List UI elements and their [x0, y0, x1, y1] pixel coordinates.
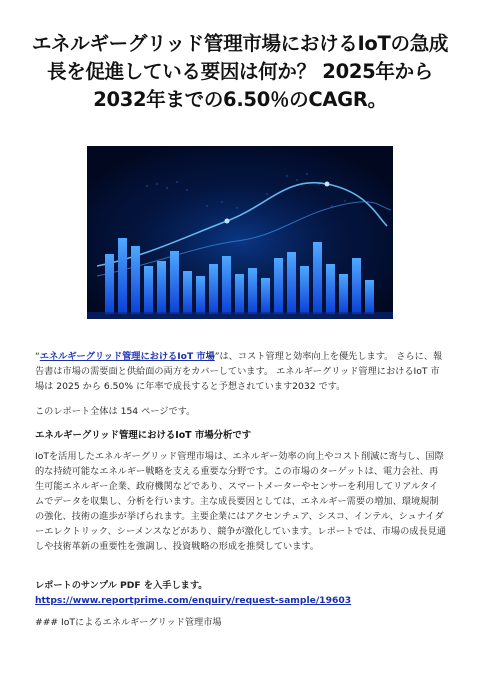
footer-heading: ### IoTによるエネルギーグリッド管理市場 [35, 617, 222, 628]
hero-image [87, 146, 393, 319]
sample-request [35, 578, 447, 608]
sample-link[interactable]: https://www.reportprime.com/enquiry/request-sample/19603 [35, 595, 352, 606]
page-title: エネルギーグリッド管理市場におけるIoTの急成長を促進している要因は何か？ 2025年から2032年までの6.50％のCAGR。 [31, 32, 449, 111]
intro-paragraph [35, 349, 447, 394]
intro-text: ”は、コスト管理と効率向上を優先します。 さらに、報告書は市場の需要面と供給面の両方をカバーしています。 エネルギーグリッド管理におけるIoT 市場は 2025 から 6.50% に年率で成長すると予想されています2032 です。 [35, 351, 443, 392]
quote-mark: “ [35, 351, 40, 362]
bar-graph-illustration [87, 146, 393, 319]
market-link[interactable]: エネルギーグリッド管理におけるIoT 市場 [39, 351, 215, 362]
analysis-body: IoTを活用したエネルギーグリッド管理市場は、エネルギー効率の向上やコスト削減に寄与し、国際的な持続可能なエネルギー戦略を支える重要な分野です。この市場のターゲットは、電力会社、再生可能エネルギー企業、政府機関などであり、スマートメーターやセンサーを利用してリアルタイムでデータを収集し、分析を行います。主な成長要因としては、エネルギー需要の増加、環境規制の強化、技術の進歩が挙げられます。主要企業にはアクセンチュア、シスコ、インテル、シュナイダーエレクトリック、シーメンスなどがあり、競争が激化しています。レポートでは、市場の成長見通しや技術革新の重要性を強調し、投資戦略の形成を推奨しています。 [35, 451, 447, 552]
analysis-heading: エネルギーグリッド管理におけるIoT 市場分析です [35, 430, 252, 441]
sample-label: レポートのサンプル PDF を入手します。 [35, 580, 208, 591]
pages-note: このレポート全体は 154 ページです。 [35, 406, 196, 417]
